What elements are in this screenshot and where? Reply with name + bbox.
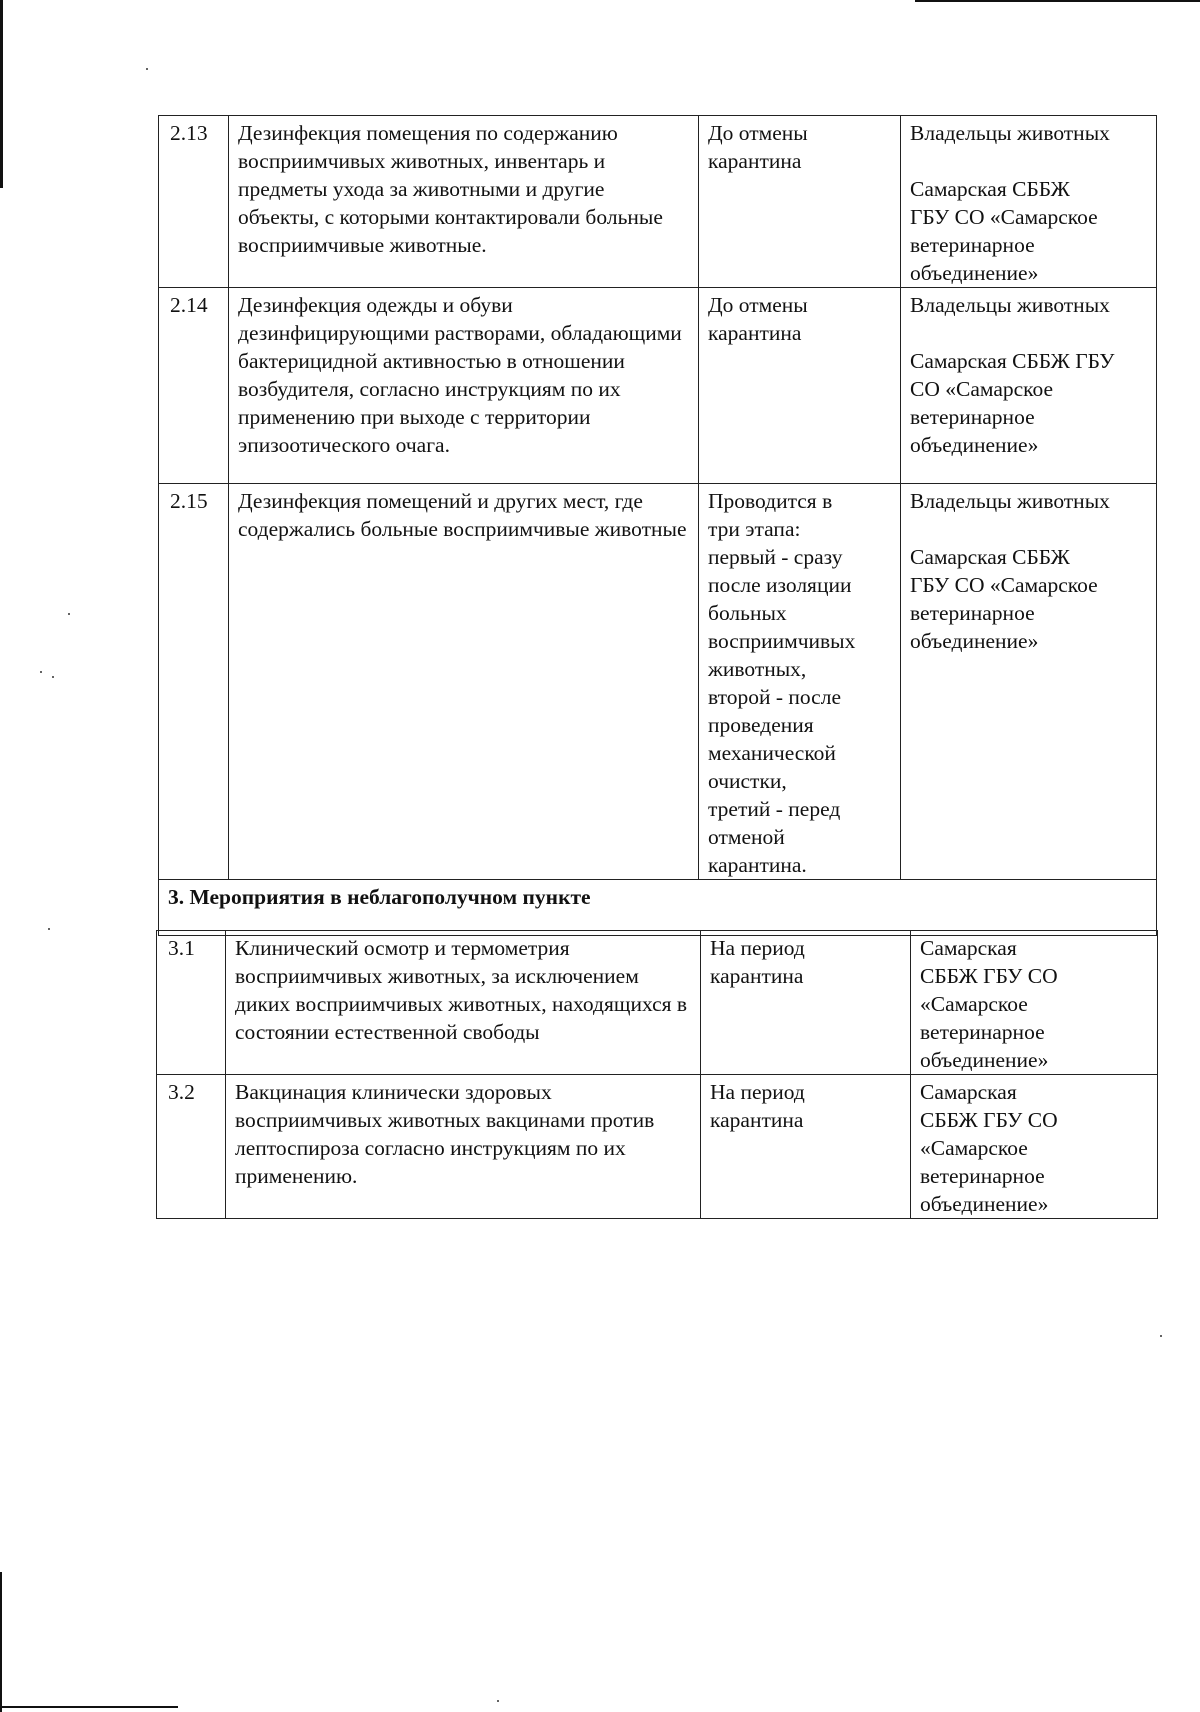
section-title: 3. Мероприятия в неблагополучном пункте [159, 880, 1157, 936]
responsible-cell: Самарская СББЖ ГБУ СО «Самарское ветеринарное объединение» [911, 931, 1158, 1075]
row-number: 3.1 [157, 931, 226, 1075]
scan-speck [497, 1700, 499, 1702]
scan-edge-left-bottom [0, 1572, 2, 1712]
row-number: 2.13 [159, 116, 229, 288]
scan-speck [146, 68, 148, 70]
responsible-cell: Владельцы животных Самарская СББЖ ГБУ СО «Самарское ветеринарное объединение» [901, 484, 1157, 880]
scan-speck [40, 671, 42, 673]
measure-cell: Дезинфекция помещения по содержанию восприимчивых животных, инвентарь и предметы ухода за животными и другие объекты, с которыми контактировали больные восприимчивые животные. [229, 116, 699, 288]
term-cell: До отмены карантина [699, 116, 901, 288]
responsible-cell: Владельцы животных Самарская СББЖ ГБУ СО «Самарское ветеринарное объединение» [901, 288, 1157, 484]
scan-speck [1160, 1335, 1162, 1337]
responsible-cell: Самарская СББЖ ГБУ СО «Самарское ветеринарное объединение» [911, 1075, 1158, 1219]
row-number: 2.15 [159, 484, 229, 880]
table-row [159, 484, 1157, 880]
scan-edge-left [0, 0, 3, 188]
scan-edge-bottom [0, 1706, 178, 1708]
table-row [157, 1075, 1158, 1219]
scan-edge-top [915, 0, 1200, 2]
term-cell: До отмены карантина [699, 288, 901, 484]
measure-cell: Дезинфекция одежды и обуви дезинфицирующими растворами, обладающими бактерицидной активностью в отношении возбудителя, согласно инструкциям по их применению при выходе с территории эпизоотического очага. [229, 288, 699, 484]
table-row [159, 288, 1157, 484]
table-row [159, 116, 1157, 288]
term-cell: Проводится в три этапа: первый - сразу после изоляции больных восприимчивых животных, второй - после проведения механической очистки, третий - перед отменой карантина. [699, 484, 901, 880]
row-number: 3.2 [157, 1075, 226, 1219]
row-number: 2.14 [159, 288, 229, 484]
measure-cell: Клинический осмотр и термометрия восприимчивых животных, за исключением диких восприимчивых животных, находящихся в состоянии естественной свободы [226, 931, 701, 1075]
measures-table-section-3 [156, 930, 1158, 1219]
scan-speck [68, 613, 70, 615]
responsible-cell: Владельцы животных Самарская СББЖ ГБУ СО «Самарское ветеринарное объединение» [901, 116, 1157, 288]
term-cell: На период карантина [701, 931, 911, 1075]
table-row [157, 931, 1158, 1075]
scan-speck [48, 928, 50, 930]
section-row [159, 880, 1157, 936]
measures-table-continued [158, 115, 1157, 936]
scan-speck [52, 676, 54, 678]
term-cell: На период карантина [701, 1075, 911, 1219]
measure-cell: Вакцинация клинически здоровых восприимчивых животных вакцинами против лептоспироза согласно инструкциям по их применению. [226, 1075, 701, 1219]
measure-cell: Дезинфекция помещений и других мест, где содержались больные восприимчивые животные [229, 484, 699, 880]
